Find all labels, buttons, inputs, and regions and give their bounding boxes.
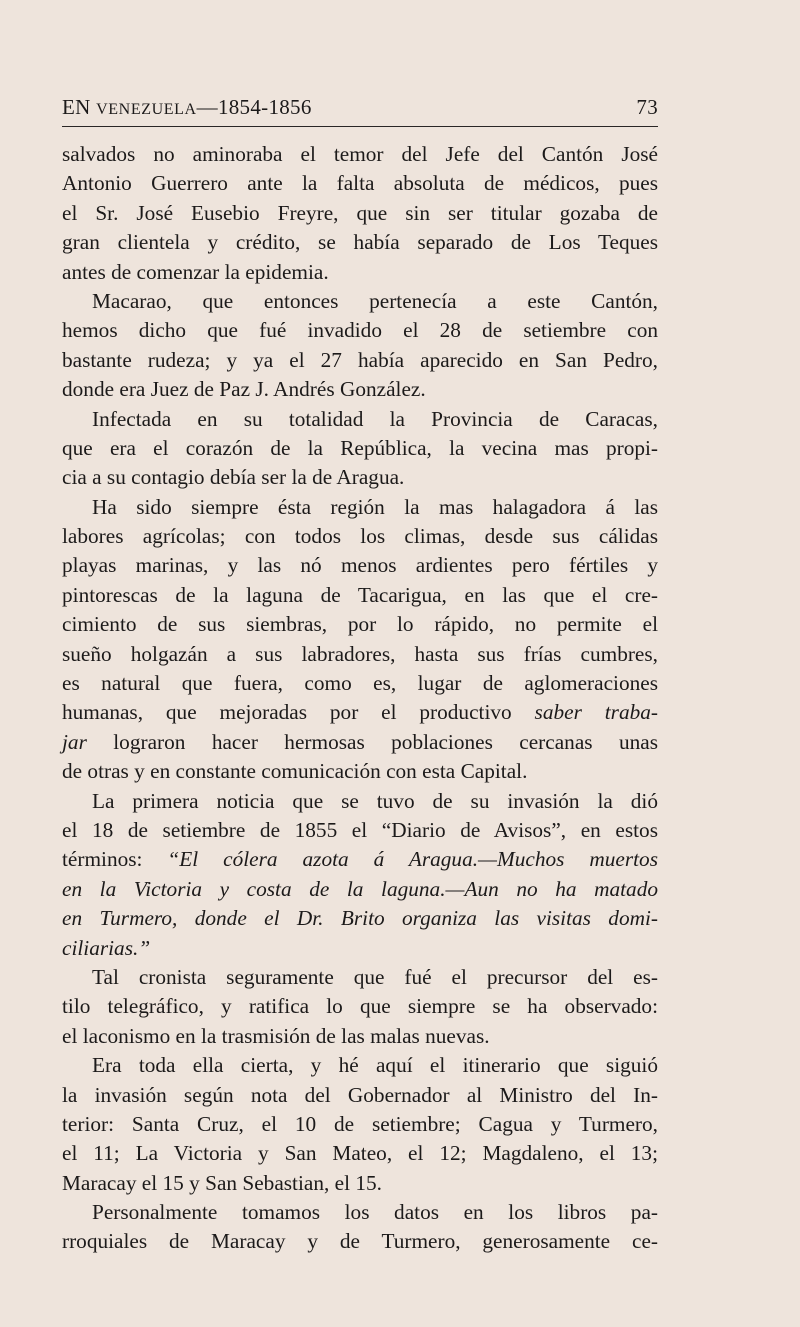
text-line <box>62 698 658 727</box>
italic-phrase: saber traba- <box>534 700 658 725</box>
text-line: tilo telegráfico, y ratifica lo que siempre se ha observado: <box>62 994 658 1019</box>
text-line: Maracay el 15 y San Sebastian, el 15. <box>62 1170 382 1195</box>
running-title-part: VENEZUELA <box>96 101 197 118</box>
text-line: antes de comenzar la epidemia. <box>62 259 329 284</box>
text-line: que era el corazón de la República, la vecina mas propi- <box>62 435 658 460</box>
text-line <box>62 875 658 904</box>
text-line: cia a su contagio debía ser la de Aragua. <box>62 465 405 490</box>
text-line: rroquiales de Maracay y de Turmero, generosamente ce- <box>62 1229 658 1254</box>
line-segment: humanas, que mejoradas por el productivo <box>62 700 512 725</box>
quoted-text: en la Victoria y costa de la laguna.—Aun no ha matado <box>62 876 658 901</box>
text-line: la invasión según nota del Gobernador al Ministro del In- <box>62 1082 658 1107</box>
text-line: Macarao, que entonces pertenecía a este Cantón, <box>92 288 658 313</box>
line-segment: términos: <box>62 847 143 872</box>
text-line: labores agrícolas; con todos los climas, desde sus cálidas <box>62 524 658 549</box>
header-rule <box>62 126 658 127</box>
page-header <box>62 93 658 121</box>
italic-phrase: jar <box>62 729 87 754</box>
quoted-text: ciliarias.” <box>62 935 151 960</box>
text-line: La primera noticia que se tuvo de su invasión la dió <box>92 788 658 813</box>
quoted-text: en Turmero, donde el Dr. Brito organiza las visitas domi- <box>62 906 658 931</box>
text-line <box>62 904 658 933</box>
text-line <box>62 934 658 963</box>
text-line: hemos dicho que fué invadido el 28 de setiembre con <box>62 318 658 343</box>
text-line: cimiento de sus siembras, por lo rápido, no permite el <box>62 612 658 637</box>
body-text <box>62 140 658 1257</box>
text-line: terior: Santa Cruz, el 10 de setiembre; Cagua y Turmero, <box>62 1111 658 1136</box>
quoted-text: “El cólera azota á Aragua.—Muchos muertos <box>167 847 658 872</box>
text-line: playas marinas, y las nó menos ardientes pero fértiles y <box>62 553 658 578</box>
text-line: Tal cronista seguramente que fué el precursor del es- <box>92 964 658 989</box>
text-line: salvados no aminoraba el temor del Jefe del Cantón José <box>62 142 658 166</box>
text-line <box>62 728 658 757</box>
text-line: es natural que fuera, como es, lugar de aglomeraciones <box>62 671 658 696</box>
text-line: el 11; La Victoria y San Mateo, el 12; Magdaleno, el 13; <box>62 1141 658 1166</box>
text-line <box>62 845 658 874</box>
text-line: Personalmente tomamos los datos en los libros pa- <box>92 1200 658 1225</box>
text-line: el laconismo en la trasmisión de las malas nuevas. <box>62 1023 490 1048</box>
text-line: sueño holgazán a sus labradores, hasta sus frías cumbres, <box>62 641 658 666</box>
text-line: pintorescas de la laguna de Tacarigua, en las que el cre- <box>62 582 658 607</box>
running-title <box>62 95 312 120</box>
text-line: Antonio Guerrero ante la falta absoluta de médicos, pues <box>62 171 658 196</box>
text-line: gran clientela y crédito, se había separado de Los Teques <box>62 230 658 255</box>
running-title-part: —1854-1856 <box>196 95 312 119</box>
text-line: Infectada en su totalidad la Provincia de Caracas, <box>92 406 658 431</box>
page-number: 73 <box>636 95 658 119</box>
text-line: el Sr. José Eusebio Freyre, que sin ser titular gozaba de <box>62 200 658 225</box>
text-line: bastante rudeza; y ya el 27 había aparecido en San Pedro, <box>62 347 658 372</box>
line-segment: lograron hacer hermosas poblaciones cercanas unas <box>113 729 658 754</box>
text-line: donde era Juez de Paz J. Andrés González. <box>62 377 426 402</box>
text-line: de otras y en constante comunicación con esta Capital. <box>62 759 528 784</box>
text-line: Ha sido siempre ésta región la mas halagadora á las <box>92 494 658 519</box>
text-line: el 18 de setiembre de 1855 el “Diario de Avisos”, en estos <box>62 817 658 842</box>
text-line: Era toda ella cierta, y hé aquí el itinerario que siguió <box>92 1053 658 1078</box>
running-title-part: EN <box>62 95 97 119</box>
